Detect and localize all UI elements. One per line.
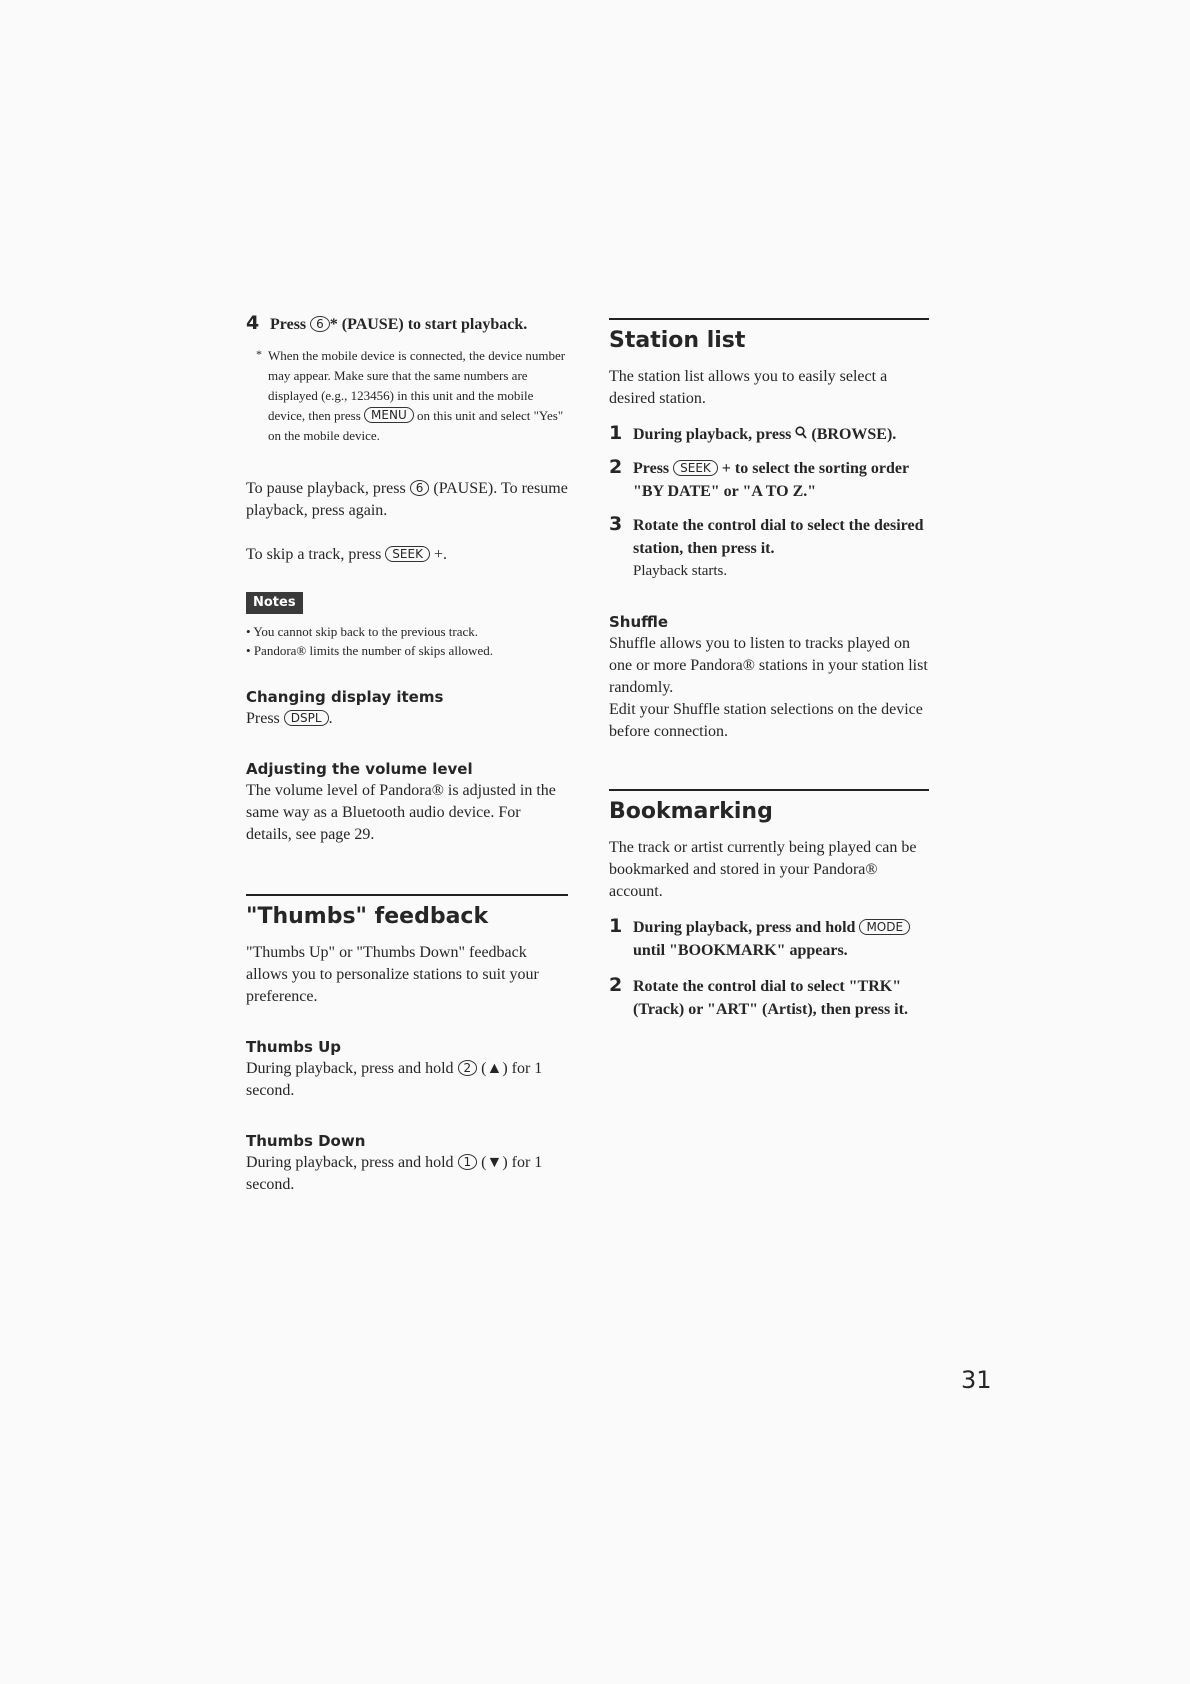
skip-instruction xyxy=(246,544,568,566)
notes-list xyxy=(246,622,568,660)
display-pre: Press xyxy=(246,710,280,727)
key-2-button: 2 xyxy=(458,1060,478,1076)
step-text xyxy=(633,916,929,962)
thumbs-up-post: (▲) for 1 second. xyxy=(246,1060,543,1099)
thumbs-up-section xyxy=(246,1036,568,1102)
key-6-button: 6 xyxy=(310,316,330,332)
key-6-button: 6 xyxy=(410,480,430,496)
step-text-pre: During playback, press and hold xyxy=(633,919,856,936)
footnote-mark: * xyxy=(256,347,262,361)
step-text: Rotate the control dial to select the desired station, then press it. xyxy=(633,517,924,557)
shuffle-title: Shuffle xyxy=(609,613,669,631)
key-seek-button: SEEK xyxy=(385,546,430,562)
thumbs-down-title: Thumbs Down xyxy=(246,1132,366,1150)
step-text xyxy=(270,313,527,336)
thumbs-body: "Thumbs Up" or "Thumbs Down" feedback allows you to personalize stations to suit your preference. xyxy=(246,944,539,1005)
left-column xyxy=(246,312,568,1196)
station-step-3-result: Playback starts. xyxy=(633,563,728,579)
thumbs-down-body xyxy=(246,1152,568,1196)
skip-post: +. xyxy=(433,546,447,563)
station-step-2 xyxy=(609,456,929,503)
thumbs-down-post: (▼) for 1 second. xyxy=(246,1154,543,1193)
volume-body: The volume level of Pandora® is adjusted in the same way as a Bluetooth audio device. For details, see page 29. xyxy=(246,782,556,843)
station-intro: The station list allows you to easily select a desired station. xyxy=(609,368,888,407)
bookmark-intro: The track or artist currently being played can be bookmarked and stored in your Pandora® account. xyxy=(609,839,917,900)
shuffle-body-2: Edit your Shuffle station selections on the device before connection. xyxy=(609,701,923,740)
footnote-text-1: When the mobile device is connected, the device number may appear. Make sure that the same numbers are displayed (e.g., 123456) in this unit and the mobile device, then press xyxy=(268,348,566,423)
thumbs-title: "Thumbs" feedback xyxy=(246,904,489,929)
step-text-pre: Press xyxy=(270,316,307,333)
display-items-title: Changing display items xyxy=(246,688,444,706)
step-number: 1 xyxy=(609,422,623,444)
volume-section xyxy=(246,758,568,846)
step-text-pre: During playback, press xyxy=(633,426,792,443)
station-section-rule xyxy=(609,318,929,320)
key-seek-button: SEEK xyxy=(673,460,718,476)
thumbs-up-pre: During playback, press and hold xyxy=(246,1060,454,1077)
step-number: 2 xyxy=(609,456,623,478)
thumbs-up-title: Thumbs Up xyxy=(246,1038,342,1056)
pause-post: (PAUSE). To resume playback, press again. xyxy=(246,480,568,519)
station-step-3 xyxy=(609,513,929,560)
key-1-button: 1 xyxy=(458,1154,478,1170)
display-post: . xyxy=(328,710,333,727)
thumbs-down-pre: During playback, press and hold xyxy=(246,1154,454,1171)
shuffle-section xyxy=(609,611,929,743)
step-text-post: * (PAUSE) to start playback. xyxy=(329,316,528,333)
thumbs-section-rule xyxy=(246,894,568,896)
pause-instruction xyxy=(246,478,568,522)
thumbs-down-section xyxy=(246,1130,568,1196)
station-title: Station list xyxy=(609,328,746,353)
station-step-1 xyxy=(609,422,929,446)
key-menu-button: MENU xyxy=(364,407,414,423)
search-icon xyxy=(795,426,807,440)
notes-block xyxy=(246,592,568,660)
step-text-post: (BROWSE). xyxy=(811,426,897,443)
step-text-pre: Press xyxy=(633,460,670,477)
bookmark-step-1 xyxy=(609,915,929,962)
step-text-post: until "BOOKMARK" appears. xyxy=(633,942,848,959)
step-text xyxy=(633,457,929,503)
step-number: 4 xyxy=(246,312,260,334)
footnote-text-2: on this unit and select "Yes" on the mobile device. xyxy=(268,408,564,443)
notes-badge: Notes xyxy=(246,592,303,614)
thumbs-up-body xyxy=(246,1058,568,1102)
footnote xyxy=(256,346,568,446)
bookmark-section-rule xyxy=(609,789,929,791)
step-text xyxy=(633,423,896,446)
step-text-post: + to select the sorting order "BY DATE" or "A TO Z." xyxy=(633,460,909,500)
step-text: Rotate the control dial to select "TRK" (Track) or "ART" (Artist), then press it. xyxy=(633,978,908,1018)
step-number: 2 xyxy=(609,974,623,996)
skip-pre: To skip a track, press xyxy=(246,546,382,563)
note-item: • You cannot skip back to the previous track. xyxy=(246,622,568,641)
key-mode-button: MODE xyxy=(859,919,910,935)
bookmark-title: Bookmarking xyxy=(609,799,773,824)
step-4 xyxy=(246,312,568,336)
shuffle-body-1: Shuffle allows you to listen to tracks played on one or more Pandora® stations in your station list randomly. xyxy=(609,635,928,696)
pause-pre: To pause playback, press xyxy=(246,480,406,497)
step-number: 1 xyxy=(609,915,623,937)
note-item: • Pandora® limits the number of skips allowed. xyxy=(246,641,568,660)
bookmark-step-2 xyxy=(609,974,929,1021)
key-dspl-button: DSPL xyxy=(284,710,329,726)
step-number: 3 xyxy=(609,513,623,535)
volume-title: Adjusting the volume level xyxy=(246,760,473,778)
page-number: 31 xyxy=(961,1366,992,1394)
display-items-body xyxy=(246,708,568,730)
display-items-section xyxy=(246,686,568,730)
right-column xyxy=(609,318,929,1021)
